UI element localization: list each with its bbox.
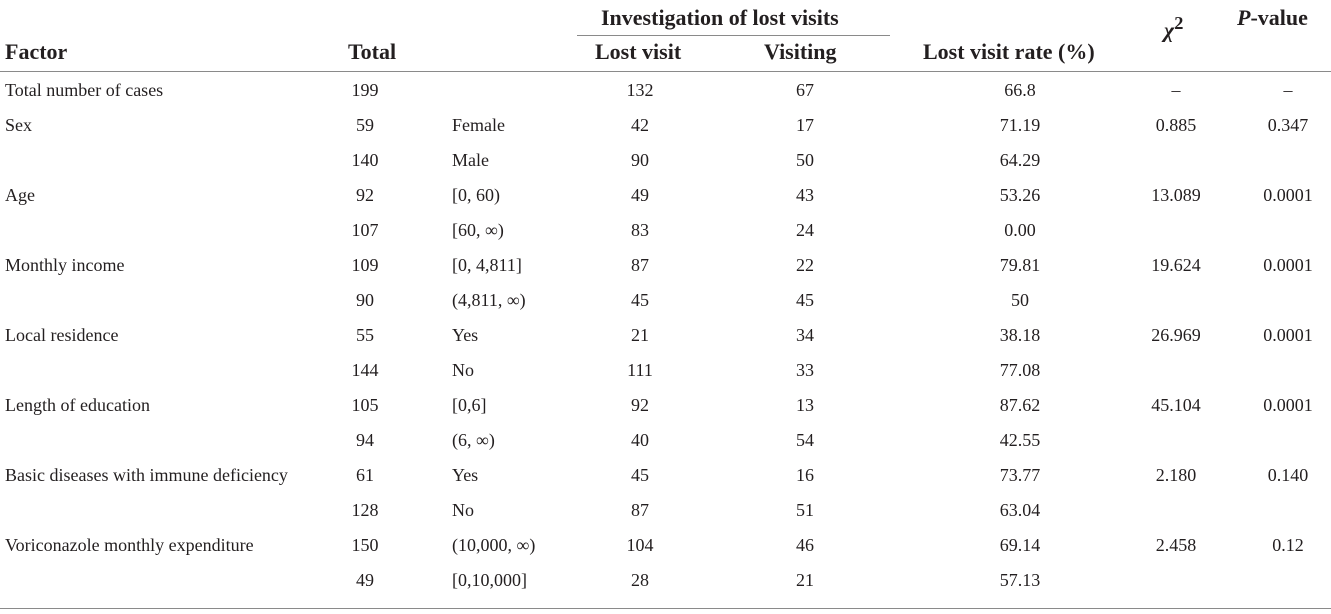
cell-lost-visit: 28 [631, 570, 649, 590]
table-row [0, 423, 1331, 458]
pvalue-p: P [1237, 5, 1251, 30]
cell-chi-square: – [1171, 80, 1181, 100]
cell-category: [0, 4,811] [452, 255, 522, 275]
cell-total: 59 [356, 115, 374, 135]
table-bottom-rule [0, 608, 1331, 609]
header-chi-square [1164, 10, 1183, 43]
cell-chi-square [1136, 563, 1216, 598]
cell-category: Yes [452, 325, 479, 345]
cell-lost-visit: 111 [627, 360, 653, 380]
cell-visiting: 46 [796, 535, 814, 555]
cell-chi-square: 0.885 [1155, 115, 1197, 135]
cell-category: [0,6] [452, 395, 487, 415]
table-row [0, 108, 1331, 143]
cell-lost-visit: 40 [631, 430, 649, 450]
cell-lost-visit: 83 [631, 220, 649, 240]
cell-lost-visit: 90 [631, 150, 649, 170]
cell-visiting: 45 [796, 290, 814, 310]
cell-lost-visit-rate: 0.00 [1004, 220, 1036, 240]
cell-total: 61 [356, 465, 374, 485]
cell-total: 94 [356, 430, 374, 450]
cell-visiting: 54 [796, 430, 814, 450]
cell-lost-visit-rate: 53.26 [999, 185, 1041, 205]
cell-visiting: 51 [796, 500, 814, 520]
table-row [0, 458, 1331, 493]
cell-visiting: 21 [796, 570, 814, 590]
header-divider [0, 71, 1331, 72]
cell-lost-visit: 42 [631, 115, 649, 135]
cell-chi-square [1136, 423, 1216, 458]
cell-pvalue [1248, 563, 1328, 598]
cell-pvalue [1248, 283, 1328, 318]
header-lost-visit-rate: Lost visit rate (%) [923, 39, 1095, 64]
cell-total: 140 [351, 150, 379, 170]
cell-factor: Monthly income [5, 255, 125, 275]
cell-lost-visit: 87 [631, 255, 649, 275]
cell-factor: Sex [5, 115, 32, 135]
cell-category: No [452, 500, 474, 520]
header-group-divider [577, 35, 890, 36]
cell-total: 199 [351, 80, 379, 100]
cell-pvalue: 0.0001 [1263, 255, 1313, 275]
cell-lost-visit: 21 [631, 325, 649, 345]
table-row [0, 143, 1331, 178]
table-row [0, 318, 1331, 353]
cell-visiting: 50 [796, 150, 814, 170]
header-group-title: Investigation of lost visits [601, 5, 839, 30]
cell-lost-visit-rate: 57.13 [999, 570, 1041, 590]
table-row [0, 178, 1331, 213]
cell-lost-visit-rate: 79.81 [999, 255, 1041, 275]
cell-total: 144 [351, 360, 379, 380]
cell-lost-visit: 104 [626, 535, 654, 555]
table-row [0, 248, 1331, 283]
header-factor: Factor [5, 39, 68, 64]
cell-category: Female [452, 115, 505, 135]
cell-pvalue: 0.0001 [1263, 325, 1313, 345]
table-row [0, 563, 1331, 598]
table-row [0, 493, 1331, 528]
cell-factor: Local residence [5, 325, 119, 345]
cell-total: 109 [351, 255, 379, 275]
cell-total: 128 [351, 500, 379, 520]
cell-pvalue: – [1283, 80, 1293, 100]
cell-pvalue: 0.347 [1267, 115, 1309, 135]
cell-lost-visit-rate: 71.19 [999, 115, 1041, 135]
cell-pvalue: 0.140 [1267, 465, 1309, 485]
chi-exponent: 2 [1174, 13, 1184, 33]
cell-visiting: 16 [796, 465, 814, 485]
cell-factor: Total number of cases [5, 80, 164, 100]
cell-lost-visit-rate: 50 [1011, 290, 1029, 310]
cell-pvalue: 0.0001 [1263, 395, 1313, 415]
cell-lost-visit-rate: 64.29 [999, 150, 1041, 170]
header-pvalue [1237, 5, 1308, 31]
cell-factor: Length of education [5, 395, 150, 415]
cell-lost-visit: 49 [631, 185, 649, 205]
cell-chi-square: 2.180 [1155, 465, 1197, 485]
cell-pvalue [1248, 143, 1328, 178]
cell-visiting: 43 [796, 185, 814, 205]
cell-chi-square [1136, 283, 1216, 318]
cell-chi-square: 2.458 [1155, 535, 1197, 555]
cell-lost-visit-rate: 66.8 [1004, 80, 1036, 100]
cell-category: Male [452, 150, 489, 170]
cell-category: (4,811, ∞) [452, 290, 526, 310]
cell-pvalue [1248, 353, 1328, 388]
cell-pvalue [1248, 423, 1328, 458]
cell-lost-visit-rate: 73.77 [999, 465, 1041, 485]
header-lost-visit: Lost visit [595, 39, 682, 64]
cell-total: 90 [356, 290, 374, 310]
cell-category: [0,10,000] [452, 570, 527, 590]
cell-visiting: 22 [796, 255, 814, 275]
cell-lost-visit-rate: 63.04 [999, 500, 1041, 520]
cell-total: 107 [351, 220, 379, 240]
cell-category: [0, 60) [452, 185, 500, 205]
cell-visiting: 33 [796, 360, 814, 380]
cell-visiting: 13 [796, 395, 814, 415]
cell-visiting: 34 [796, 325, 814, 345]
cell-chi-square [1136, 143, 1216, 178]
cell-lost-visit: 45 [631, 465, 649, 485]
cell-factor: Voriconazole monthly expenditure [5, 535, 254, 555]
cell-total: 55 [356, 325, 374, 345]
cell-chi-square: 26.969 [1151, 325, 1201, 345]
table-body [0, 73, 1331, 598]
header-total: Total [348, 39, 397, 64]
cell-pvalue: 0.0001 [1263, 185, 1313, 205]
pvalue-suffix: -value [1250, 5, 1308, 30]
cell-chi-square: 45.104 [1151, 395, 1201, 415]
cell-lost-visit-rate: 38.18 [999, 325, 1041, 345]
cell-category: Yes [452, 465, 479, 485]
cell-category: (6, ∞) [452, 430, 495, 450]
cell-lost-visit: 92 [631, 395, 649, 415]
cell-total: 49 [356, 570, 374, 590]
cell-pvalue [1248, 493, 1328, 528]
cell-category: [60, ∞) [452, 220, 504, 240]
cell-lost-visit: 45 [631, 290, 649, 310]
cell-visiting: 24 [796, 220, 814, 240]
cell-total: 105 [351, 395, 379, 415]
header-visiting: Visiting [764, 39, 837, 64]
cell-lost-visit-rate: 77.08 [999, 360, 1041, 380]
cell-chi-square [1136, 493, 1216, 528]
cell-factor: Age [5, 185, 35, 205]
table-row [0, 388, 1331, 423]
cell-total: 92 [356, 185, 374, 205]
cell-category: (10,000, ∞) [452, 535, 536, 555]
chi-symbol: χ [1164, 17, 1175, 43]
cell-visiting: 67 [796, 80, 814, 100]
cell-pvalue [1248, 213, 1328, 248]
cell-factor: Basic diseases with immune deficiency [5, 465, 288, 485]
cell-lost-visit-rate: 42.55 [999, 430, 1041, 450]
cell-visiting: 17 [796, 115, 814, 135]
cell-chi-square [1136, 353, 1216, 388]
cell-pvalue: 0.12 [1272, 535, 1304, 555]
table-row [0, 213, 1331, 248]
cell-lost-visit-rate: 69.14 [999, 535, 1041, 555]
table-row [0, 73, 1331, 108]
cell-chi-square: 19.624 [1151, 255, 1201, 275]
cell-lost-visit: 87 [631, 500, 649, 520]
table-row [0, 528, 1331, 563]
table-row [0, 353, 1331, 388]
cell-chi-square [1136, 213, 1216, 248]
cell-chi-square: 13.089 [1151, 185, 1201, 205]
cell-category: No [452, 360, 474, 380]
cell-lost-visit-rate: 87.62 [999, 395, 1041, 415]
table-row [0, 283, 1331, 318]
cell-total: 150 [351, 535, 379, 555]
cell-lost-visit: 132 [626, 80, 654, 100]
